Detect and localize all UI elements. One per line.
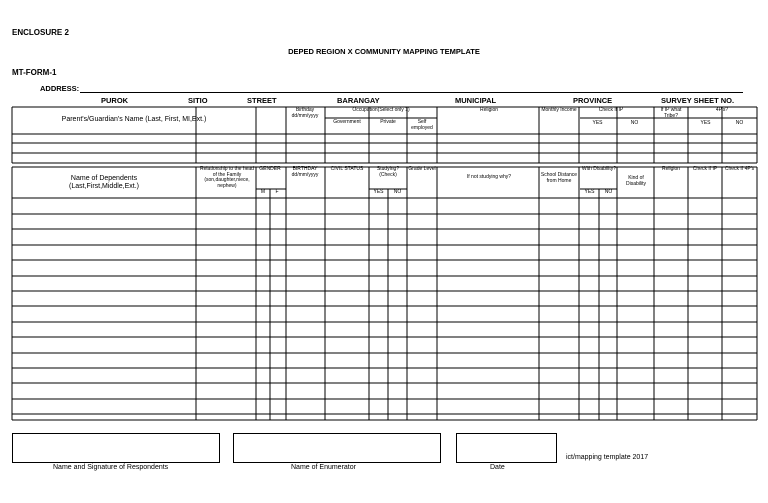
studying-no-header: NO xyxy=(393,189,402,195)
respondent-signature-box[interactable] xyxy=(12,433,220,463)
dependent-religion-header: Religion xyxy=(661,166,681,172)
fourps-header: 4P's? xyxy=(715,107,729,113)
grade-level-header: Grade Level xyxy=(408,166,436,172)
template-note: ict/mapping template 2017 xyxy=(566,454,649,461)
studying-header: Studying? (Check) xyxy=(376,166,400,178)
parent-name-header: Parent's/Guardian's Name (Last, First, MI,Ext.) xyxy=(61,116,207,123)
dependent-name-header: Name of Dependents (Last,First,Middle,Ext.) xyxy=(68,175,139,190)
with-disability-header: With Disability? xyxy=(581,166,617,172)
enumerator-name-box[interactable] xyxy=(233,433,441,463)
civil-status-header: CIVIL STATUS xyxy=(330,166,364,172)
date-box[interactable] xyxy=(456,433,557,463)
occupation-self-employed: Self employed xyxy=(411,119,433,131)
municipal-header: MUNICIPAL xyxy=(455,96,497,105)
relationship-header: Relationship to the head of the Family (son,daughter,niece, nephew) xyxy=(200,166,254,189)
fourps-no-header: NO xyxy=(735,120,744,126)
street-header: STREET xyxy=(247,96,277,105)
gender-f-header: F xyxy=(275,189,279,195)
check-ip-header: Check If IP xyxy=(598,107,624,113)
occupation-private: Private xyxy=(380,119,396,125)
gender-m-header: M xyxy=(260,189,266,195)
gender-header: GENDER xyxy=(259,166,281,172)
studying-yes-header: YES xyxy=(373,189,384,195)
disability-no-header: NO xyxy=(604,189,613,195)
barangay-header: BARANGAY xyxy=(337,96,380,105)
province-header: PROVINCE xyxy=(573,96,613,105)
disability-yes-header: YES xyxy=(584,189,595,195)
enumerator-label: Name of Enumerator xyxy=(291,464,356,471)
monthly-income-header: Monthly Income xyxy=(541,107,577,113)
sitio-header: SITIO xyxy=(188,96,208,105)
enclosure-label: ENCLOSURE 2 xyxy=(12,28,69,37)
occupation-government: Government xyxy=(333,119,361,125)
dependent-check-ip-header: Check If IP xyxy=(692,166,718,172)
dependent-check-4ps-header: Check If 4P's xyxy=(724,166,755,172)
parent-religion-header: Religion xyxy=(479,107,499,113)
dependent-birthday-header: BIRTHDAY dd/mm/yyyy xyxy=(291,166,319,178)
form-title: DEPED REGION X COMMUNITY MAPPING TEMPLATE xyxy=(288,47,480,56)
not-studying-why-header: If not studying why? xyxy=(466,174,512,180)
date-label: Date xyxy=(490,464,505,471)
ip-tribe-header: If IP what Tribe? xyxy=(660,107,682,119)
school-distance-header: School Distance from Home xyxy=(540,172,578,184)
form-id: MT-FORM-1 xyxy=(12,68,57,77)
purok-header: PUROK xyxy=(101,96,129,105)
respondent-label: Name and Signature of Respondents xyxy=(53,464,169,471)
fourps-yes-header: YES xyxy=(700,120,711,126)
occupation-header: Occupation(Select only 1) xyxy=(352,107,410,113)
parent-birthday-header: Birthday dd/mm/yyyy xyxy=(291,107,319,119)
ip-yes-header: YES xyxy=(592,120,603,126)
ip-no-header: NO xyxy=(630,120,639,126)
kind-disability-header: Kind of Disability xyxy=(625,175,646,187)
address-label: ADDRESS: xyxy=(40,84,80,93)
survey-sheet-header: SURVEY SHEET NO. xyxy=(661,96,735,105)
